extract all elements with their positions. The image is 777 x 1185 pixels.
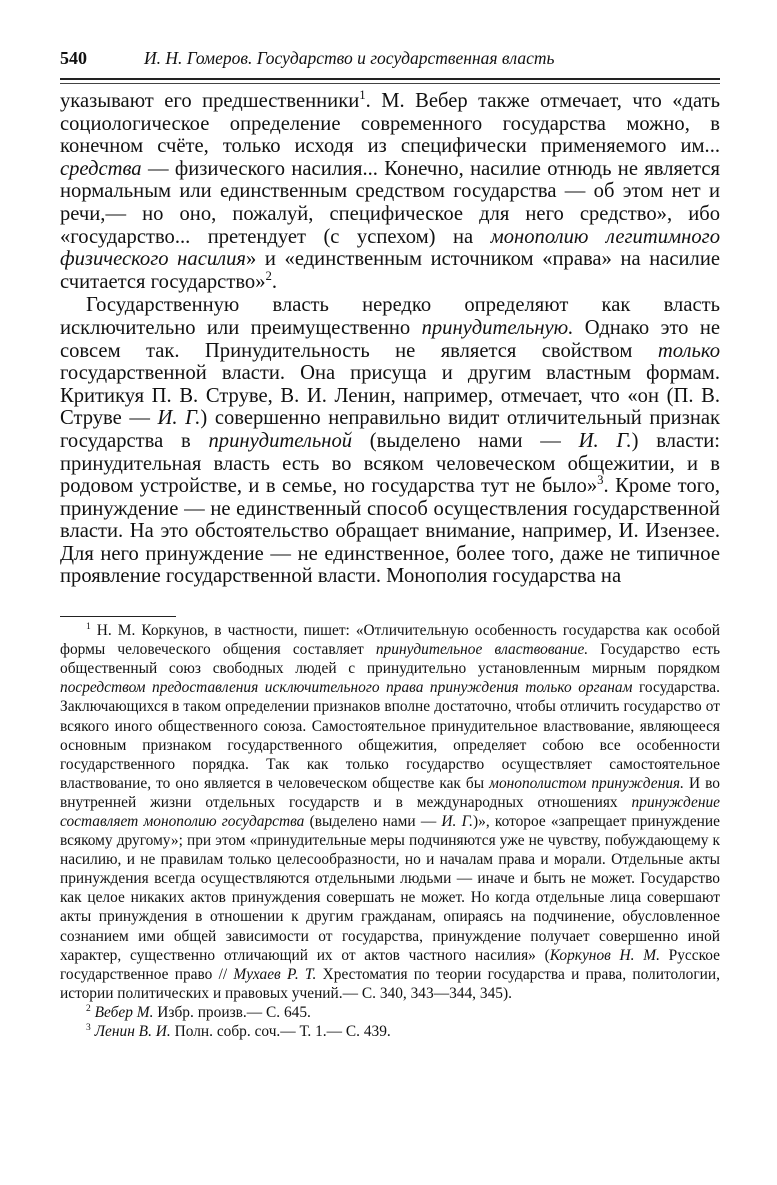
italic-run: монополистом принуждения. (489, 774, 684, 792)
book-page (60, 48, 720, 1041)
italic-run: Мухаев Р. Т. (233, 965, 317, 983)
italic-run: И. Г. (157, 407, 201, 430)
italic-run: принудительное властвование. (375, 641, 589, 659)
footnote-number: 2 (86, 1002, 91, 1014)
text-run: указывают его предшественники (60, 90, 360, 112)
text-run: И во внутренней жизни отдельных государств и в международных отношениях (60, 774, 721, 811)
italic-run: монополию легитимного физического насилия (60, 225, 720, 271)
text-run: (выделено нами — (352, 429, 579, 452)
text-run: Хрестоматия по теории государства и права, политологии, истории политических и правовых учений.— С. 340, 343—344, 345). (60, 965, 721, 1002)
paragraph-1 (60, 90, 720, 293)
italic-run: посредством предоставления исключительного права принуждения только органам (60, 679, 633, 697)
text-run: . Кроме того, принуждение — не единственный способ осуществления государственной власти. На это обстоятельство обращает внимание, например, И. Изензее. Для него принуждение — не единственное, более того, даже не типичное проявление государственной власти. Монополия государства на (60, 475, 721, 588)
text-run: государственной власти. Она присуща и другим властным формам. Критикуя П. В. Струве, В. И. Ленин, например, отмечает, что «он (П. В. Струве — (60, 362, 720, 430)
text-run: Н. М. Коркунов, в частности, пишет: «Отличительную особенность государства как особой формы человеческого общения составляет (60, 622, 720, 659)
main-text (60, 90, 720, 588)
page-number: 540 (60, 48, 87, 68)
text-run: )», которое «запрещает принуждение всякому другому»; при этом «принудительные меры подчиняются уже не чувству, побуждающему к насилию, и не правилам только целесообразности, но и началам права и морали. Отдельные акты принуждения всегда осуществляются отдельными людьми — иначе и быть не может. Государство как целое никаких актов принуждения совершать не может. Но когда отдельные лица совершают акты принуждения в отношении к другим гражданам, опираясь на подчинение, обусловленное сознанием ими общей зависимости от государства, принуждение получает совершенно иной характер, существенно отличающий их от актов частного насилия» ( (60, 813, 720, 964)
text-run: ) власти: принудительная власть есть во всяком человеческом общежитии, и в родовом устройстве, и в семье, но государства тут не было» (60, 429, 721, 498)
text-run: Полн. собр. соч.— Т. 1.— С. 439. (170, 1023, 391, 1041)
footnote-number: 1 (86, 620, 91, 632)
text-run: . (271, 270, 278, 293)
text-run: ) совершенно неправильно видит отличительный признак государства в (60, 407, 720, 452)
footnote-3 (60, 1022, 720, 1041)
text-run: Избр. произв.— С. 645. (153, 1003, 311, 1021)
footnote-ref-1: 1 (359, 88, 366, 103)
italic-run: средства (60, 157, 142, 180)
italic-run: принудительной (208, 429, 353, 452)
footnotes (60, 621, 720, 1041)
footnote-separator (60, 616, 176, 617)
header-rule-thin (60, 83, 720, 84)
text-run: Русское государственное право // (60, 946, 720, 983)
text-run: — физического насилия... Конечно, насилие отнюдь не является нормальным или единственным средством государства — об этом нет и речи,— но оно, пожалуй, специфическое для него средство», ибо «государство... претендует (с успехом) на (60, 157, 720, 248)
italic-run: И. Г. (441, 813, 474, 830)
text-run: государства. Заключающихся в таком определении признаков вполне достаточно, чтобы отличить государство от всякого иного общественного союза. Самостоятельное принудительное властвование, являющееся основным признаком государственного общежития, определяет собою все особенности государственного порядка. Так как только государство осуществляет самостоятельное властвование, то оно является в человеческом обществе как бы (60, 679, 720, 792)
running-header (60, 48, 720, 74)
text-run: » и «единственным источником «права» на насилие считается государство» (60, 248, 720, 293)
italic-run: принудительную. (421, 316, 574, 339)
footnote-2 (60, 1003, 720, 1022)
italic-run: только (657, 339, 720, 362)
running-title: И. Н. Гомеров. Государство и государственная власть (144, 48, 555, 68)
text-run: Государственную власть нередко определяют как власть исключительно или преимущественно (60, 294, 720, 339)
footnote-ref-3: 3 (597, 473, 604, 488)
italic-run: принуждение составляет монополию государства (60, 793, 720, 830)
text-run: . М. Вебер также отмечает, что «дать социологическое определение современного государства можно, в конечном счёте, только исходя из специфически применяемого им... (60, 90, 721, 158)
header-rule (60, 78, 720, 80)
footnote-1 (60, 621, 720, 1003)
footnote-number: 3 (86, 1021, 91, 1033)
italic-run: Коркунов Н. М. (549, 946, 660, 964)
italic-run: И. Г. (578, 429, 632, 452)
footnote-ref-2: 2 (265, 268, 272, 283)
text-run: (выделено нами — (304, 813, 442, 830)
text-run: Однако это не совсем так. Принудительность не является свойством (60, 316, 721, 362)
text-run: Государство есть общественный союз свободных людей с принудительно установленным мирным порядком (60, 641, 720, 678)
italic-run: Ленин В. И. (90, 1023, 171, 1041)
italic-run: Вебер М. (90, 1003, 154, 1021)
paragraph-2 (60, 294, 720, 588)
